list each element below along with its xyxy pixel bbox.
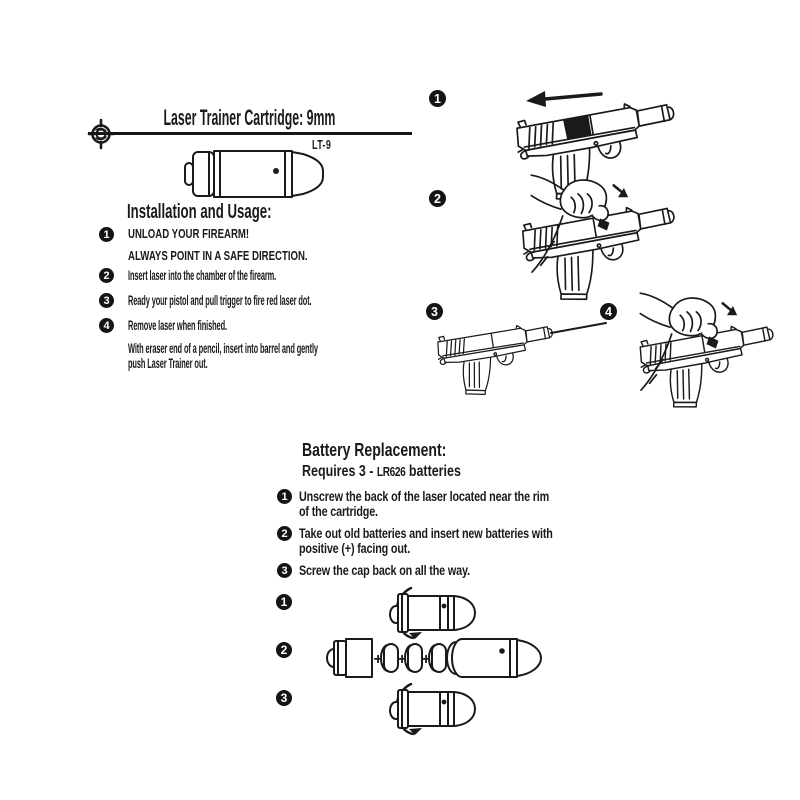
battery-step-2-line-1: Take out old batteries and insert new batteries with	[299, 526, 553, 541]
laser-beam-line	[551, 323, 606, 333]
plus-sign-2: +	[397, 651, 407, 668]
figure-marker-2: 2	[429, 190, 446, 207]
battery-step-1-line-2: of the cartridge.	[299, 504, 378, 519]
diagram-marker-3: 3	[276, 690, 292, 706]
diagram-2-exploded-batteries	[326, 636, 546, 680]
install-note-line-2: push Laser Trainer out.	[128, 356, 208, 371]
install-step-marker-1: 1	[99, 227, 114, 242]
install-step-marker-4: 4	[99, 318, 114, 333]
battery-sub-suffix: batteries	[405, 463, 461, 480]
page-title: Laser Trainer Cartridge: 9mm	[163, 105, 335, 130]
laser-cartridge-illustration	[182, 144, 332, 204]
battery-step-marker-3: 3	[277, 563, 292, 578]
install-note-line-1: With eraser end of a pencil, insert into barrel and gently	[128, 341, 318, 356]
diagram-marker-2: 2	[276, 642, 292, 658]
figure-marker-3: 3	[426, 303, 443, 320]
battery-step-1-line-1: Unscrew the back of the laser located near the rim	[299, 489, 550, 504]
figure-4-remove-laser-illustration	[602, 290, 797, 412]
battery-step-marker-1: 1	[277, 489, 292, 504]
diagram-3-screw-cap-back	[384, 683, 484, 735]
page-title-wrap	[86, 107, 412, 129]
diagram-1-unscrew-cap	[384, 587, 484, 639]
battery-subheading	[302, 464, 461, 480]
plus-sign-1: +	[373, 651, 383, 668]
battery-step-marker-2: 2	[277, 526, 292, 541]
model-number: LT-9	[312, 138, 332, 152]
slide-direction-arrow	[526, 91, 546, 107]
install-step-3-text: Ready your pistol and pull trigger to fire red laser dot.	[128, 293, 312, 308]
figure-3-laser-dot-illustration	[432, 296, 612, 392]
diagram-marker-1: 1	[276, 594, 292, 610]
figure-marker-4: 4	[600, 303, 617, 320]
figure-marker-1: 1	[429, 90, 446, 107]
install-step-1-line-2: ALWAYS POINT IN A SAFE DIRECTION.	[128, 248, 308, 263]
battery-step-2-line-2: positive (+) facing out.	[299, 541, 411, 556]
install-step-marker-3: 3	[99, 293, 114, 308]
installation-heading: Installation and Usage:	[127, 201, 272, 223]
install-step-4-text: Remove laser when finished.	[128, 318, 227, 333]
install-step-marker-2: 2	[99, 268, 114, 283]
battery-code: LR626	[376, 464, 406, 479]
plus-sign-3: +	[421, 651, 431, 668]
battery-step-3-text: Screw the cap back on all the way.	[299, 563, 470, 578]
battery-sub-prefix: Requires 3 -	[302, 463, 377, 480]
figure-2-insert-laser-illustration	[488, 170, 713, 298]
battery-heading: Battery Replacement:	[302, 440, 447, 460]
install-step-1-line-1: UNLOAD YOUR FIREARM!	[128, 226, 250, 241]
install-step-2-text: Insert laser into the chamber of the firearm.	[128, 268, 277, 283]
header-rule	[88, 132, 412, 135]
